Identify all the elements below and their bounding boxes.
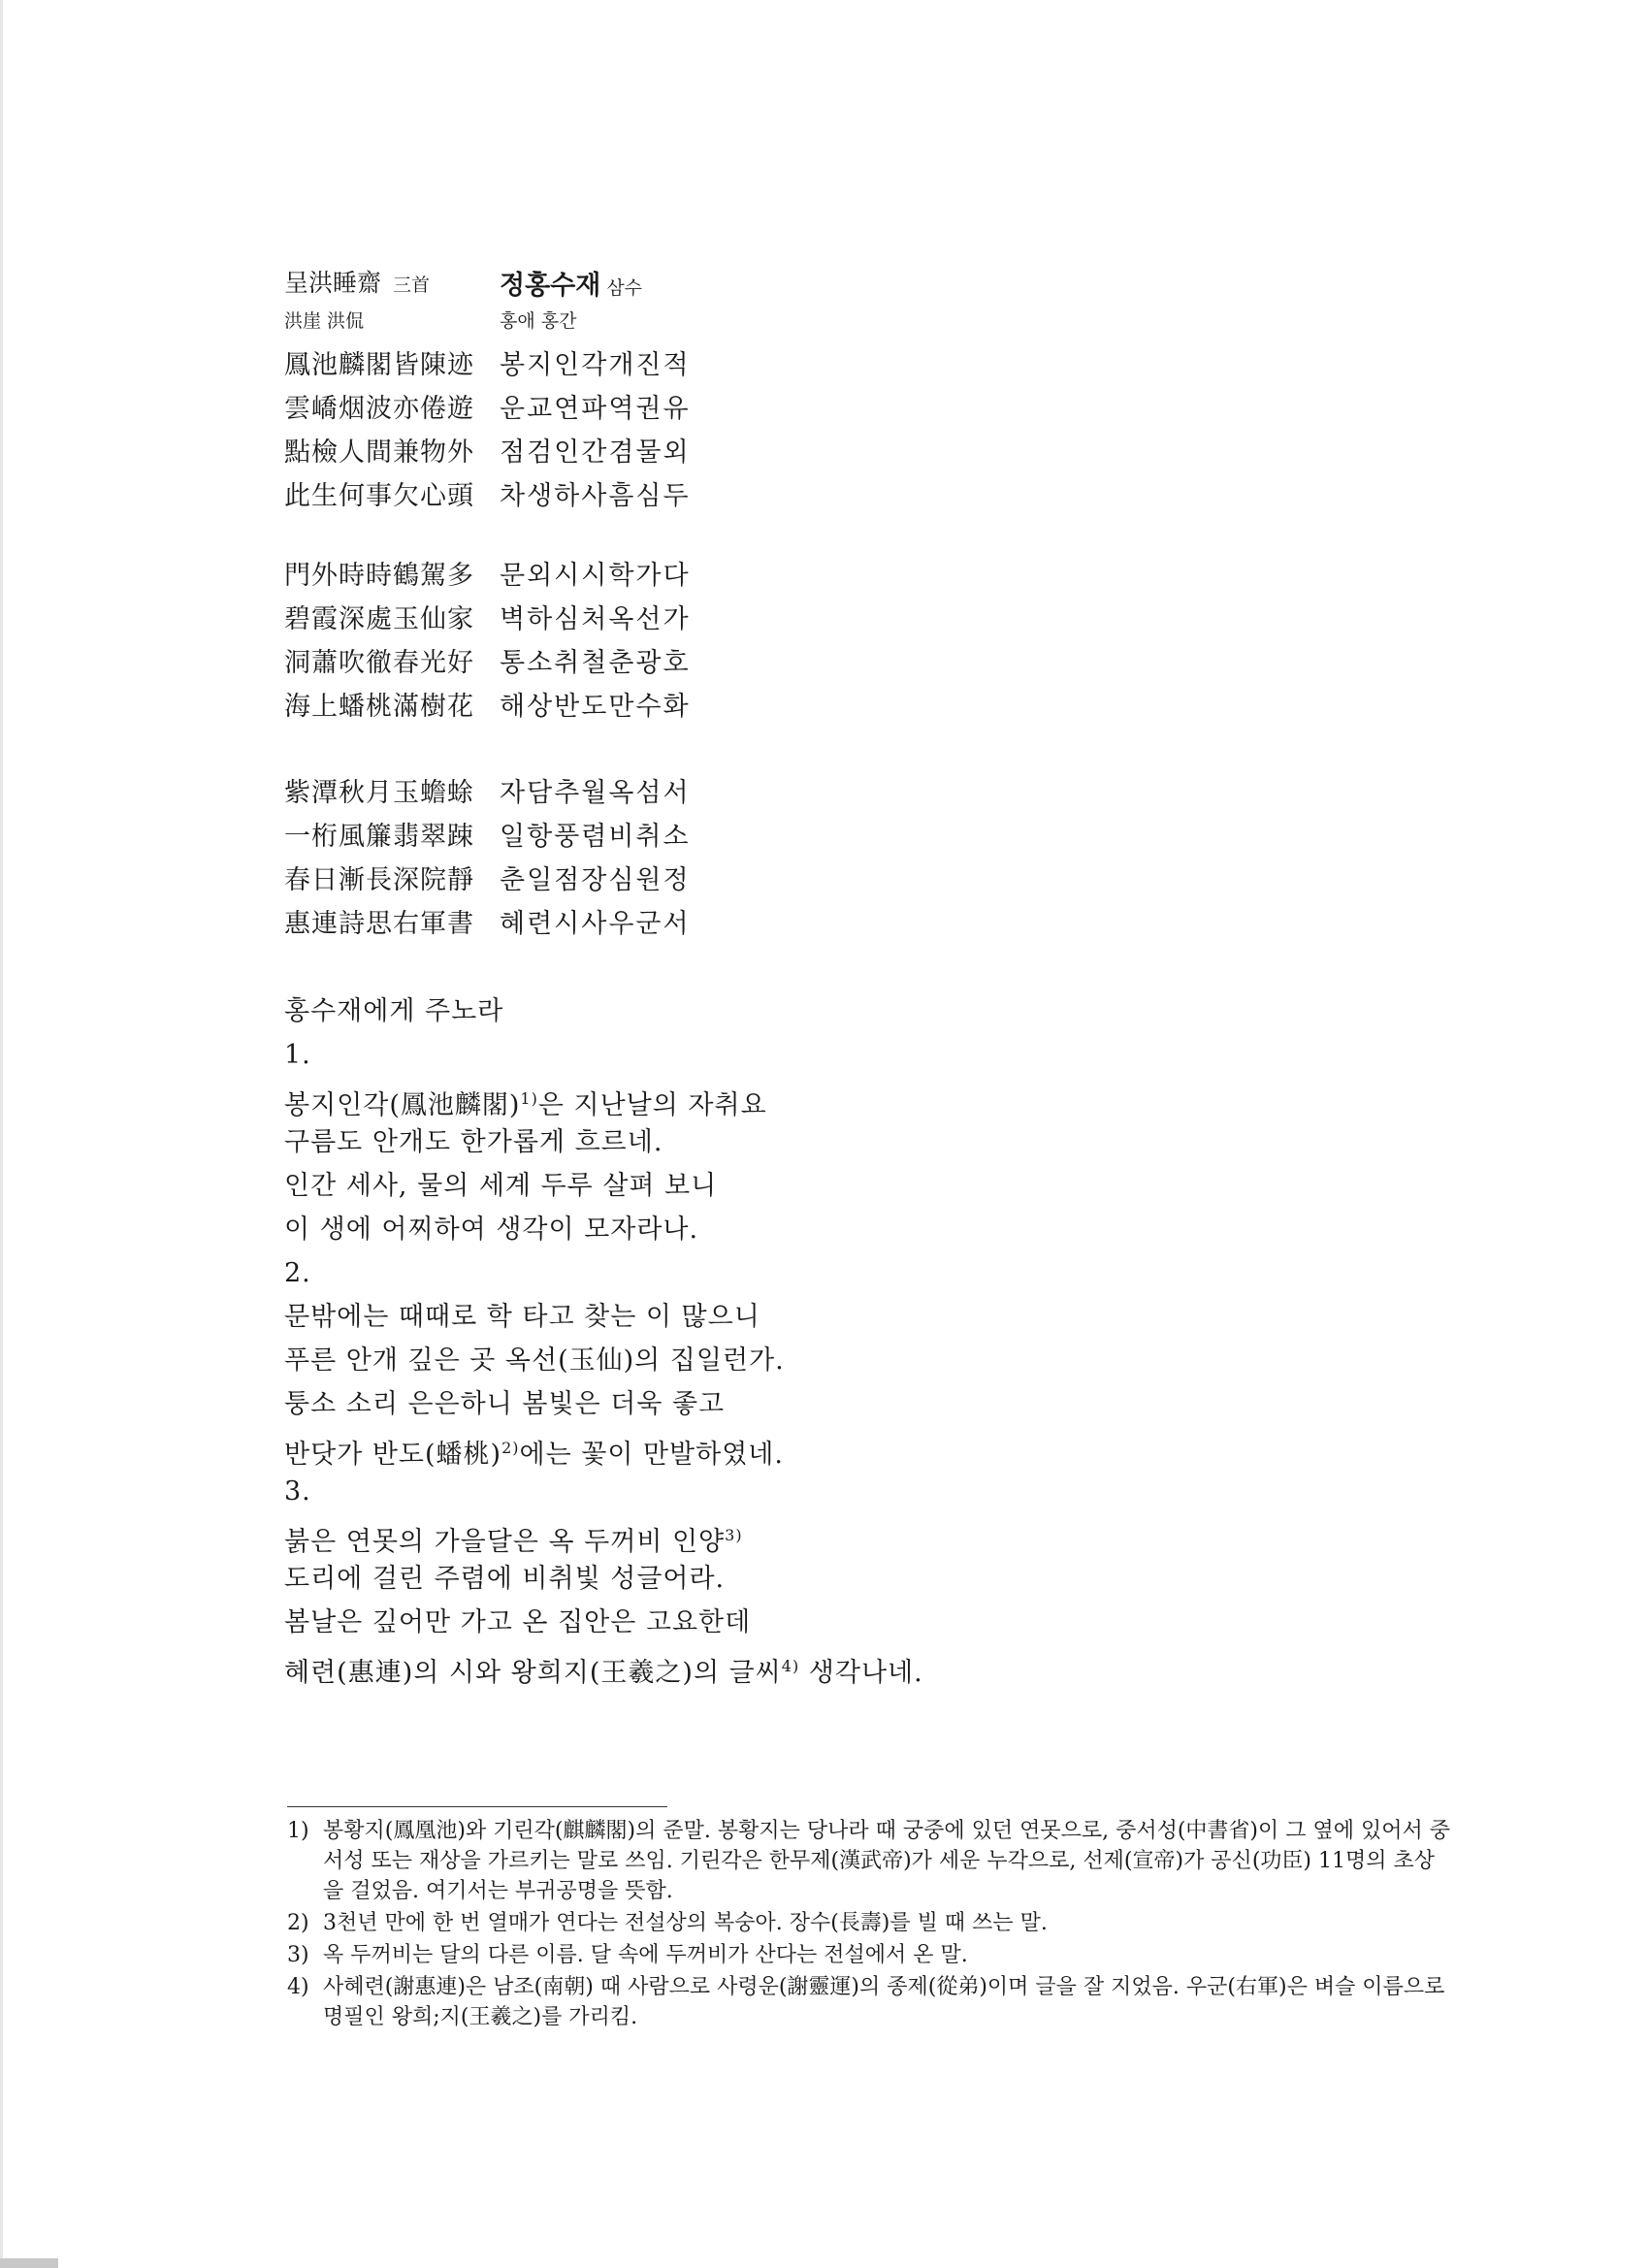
verse-line bbox=[284, 815, 750, 859]
line-text: 혜련(惠連)의 시와 왕희지(王羲之)의 글씨 bbox=[284, 1658, 782, 1688]
title-count-hanja: 三首 bbox=[393, 275, 431, 296]
footnote-ref: 4) bbox=[781, 1657, 800, 1675]
verse-hanja: 惠連詩思右軍書 bbox=[284, 909, 474, 939]
footnote-ref: 1) bbox=[520, 1089, 538, 1108]
verse-line bbox=[284, 431, 750, 474]
verse-korean: 차생하사흠심두 bbox=[500, 481, 691, 511]
verse-hanja: 一桁風簾翡翠踈 bbox=[284, 822, 474, 852]
verse-line bbox=[284, 771, 750, 815]
footnote-number: 1) bbox=[287, 1819, 309, 1843]
verse-hanja: 春日漸長深院靜 bbox=[284, 865, 474, 895]
footnote-text: 봉황지(鳳凰池)와 기린각(麒麟閣)의 준말. 봉황지는 당나라 때 궁중에 있던 연못으로, 중서성(中書省)이 그 옆에 있어서 중서성 또는 재상을 가르키는 말로 쓰임. 기린각은 한무제(漢武帝)가 세운 누각으로, 선제(宣帝)가 공신(功臣) 11명의 초상을 걸었음. 여기서는 부귀공명을 뜻함. bbox=[323, 1819, 1450, 1903]
verse-hanja: 此生何事欠心頭 bbox=[284, 481, 474, 511]
translation-line bbox=[284, 1077, 1157, 1120]
translation-line: 퉁소 소리 은은하니 봄빛은 더욱 좋고 bbox=[284, 1389, 726, 1419]
section-number: 2. bbox=[284, 1258, 311, 1288]
verse-line bbox=[284, 387, 750, 431]
verse-hanja: 碧霞深處玉仙家 bbox=[284, 604, 474, 634]
footnote-ref: 2) bbox=[501, 1439, 520, 1457]
translation-line bbox=[284, 1426, 1157, 1470]
translation-title: 홍수재에게 주노라 bbox=[284, 996, 504, 1026]
verse-korean: 문외시시학가다 bbox=[500, 561, 691, 591]
section-number: 3. bbox=[284, 1476, 311, 1507]
footnote bbox=[287, 1908, 1451, 1938]
footnote-ref: 3) bbox=[725, 1526, 743, 1544]
title-row bbox=[284, 264, 827, 307]
verse-line bbox=[284, 343, 750, 387]
scan-edge bbox=[0, 0, 3, 2268]
verse-hanja: 點檢人間兼物外 bbox=[284, 437, 474, 468]
stanza-1 bbox=[284, 343, 750, 518]
verse-hanja: 鳳池麟閣皆陳迹 bbox=[284, 350, 474, 380]
verse-korean: 춘일점장심원정 bbox=[500, 865, 691, 895]
verse-hanja: 門外時時鶴駕多 bbox=[284, 561, 474, 591]
footnote-number: 3) bbox=[287, 1943, 309, 1967]
section-number: 1. bbox=[284, 1040, 311, 1070]
footnote-text: 사혜련(謝惠連)은 남조(南朝) 때 사람으로 사령운(謝靈運)의 종제(從弟)이며 글을 잘 지었음. 우군(右軍)은 벼슬 이름으로 명필인 왕희;지(王羲之)를 가리킴. bbox=[323, 1975, 1445, 2029]
footnote-number: 2) bbox=[287, 1911, 309, 1935]
translation-line: 인간 세사, 물의 세계 두루 살펴 보니 bbox=[284, 1171, 718, 1201]
translation-line: 도리에 걸린 주렴에 비취빛 성글어라. bbox=[284, 1564, 726, 1594]
verse-line bbox=[284, 859, 750, 902]
verse-line bbox=[284, 641, 750, 685]
verse-korean: 운교연파역권유 bbox=[500, 394, 691, 424]
stanza-3 bbox=[284, 771, 750, 946]
verse-korean: 점검인간겸물외 bbox=[500, 437, 691, 468]
footnote bbox=[287, 1816, 1451, 1906]
line-text: 붉은 연못의 가을달은 옥 두꺼비 인양 bbox=[284, 1527, 726, 1557]
verse-hanja: 紫潭秋月玉蟾蜍 bbox=[284, 778, 474, 808]
line-text: 봉지인각(鳳池麟閣) bbox=[284, 1090, 521, 1120]
footnote bbox=[287, 1940, 1451, 1970]
footnote-text: 3천년 만에 한 번 열매가 연다는 전설상의 복숭아. 장수(長壽)를 빌 때 쓰는 말. bbox=[323, 1911, 1048, 1935]
translation-line: 구름도 안개도 한가롭게 흐르네. bbox=[284, 1127, 663, 1157]
verse-line bbox=[284, 902, 750, 946]
verse-korean: 통소취철춘광호 bbox=[500, 648, 691, 678]
translation-line: 문밖에는 때때로 학 타고 찾는 이 많으니 bbox=[284, 1302, 760, 1332]
line-text-after: 에는 꽃이 만발하였네. bbox=[519, 1440, 784, 1470]
authors-hanja: 洪崖 洪侃 bbox=[284, 310, 365, 332]
title-hanja: 呈洪睡齋 bbox=[284, 269, 382, 297]
translation-line: 푸른 안개 깊은 곳 옥선(玉仙)의 집일런가. bbox=[284, 1345, 785, 1376]
verse-line bbox=[284, 598, 750, 641]
translation bbox=[284, 989, 1157, 1688]
verse-korean: 벽하심처옥선가 bbox=[500, 604, 691, 634]
verse-korean: 일항풍렴비취소 bbox=[500, 822, 691, 852]
authors-row bbox=[284, 307, 827, 343]
footnotes bbox=[287, 1816, 1451, 2034]
verse-hanja: 洞蕭吹徹春光好 bbox=[284, 648, 474, 678]
verse-korean: 자담추월옥섬서 bbox=[500, 778, 691, 808]
title-korean: 정홍수재 bbox=[500, 271, 601, 301]
translation-line: 이 생에 어찌하여 생각이 모자라나. bbox=[284, 1215, 699, 1245]
footnote-divider bbox=[287, 1806, 667, 1807]
verse-line bbox=[284, 554, 750, 598]
title-hanja-group bbox=[284, 264, 430, 299]
verse-korean: 해상반도만수화 bbox=[500, 692, 691, 722]
verse-korean: 혜련시사우군서 bbox=[500, 909, 691, 939]
stanza-2 bbox=[284, 554, 750, 729]
verse-line bbox=[284, 685, 750, 729]
verse-hanja: 雲嶠烟波亦倦遊 bbox=[284, 394, 474, 424]
scan-corner-shadow bbox=[0, 2258, 58, 2268]
footnote bbox=[287, 1972, 1451, 2032]
verse-line bbox=[284, 474, 750, 518]
translation-line bbox=[284, 1513, 1157, 1557]
line-text-after: 생각나네. bbox=[799, 1658, 923, 1688]
footnote-number: 4) bbox=[287, 1975, 309, 1999]
title-count-korean: 삼수 bbox=[606, 277, 643, 299]
poem-header bbox=[284, 264, 827, 343]
line-text: 반닷가 반도(蟠桃) bbox=[284, 1440, 502, 1470]
translation-line bbox=[284, 1644, 1157, 1688]
verse-hanja: 海上蟠桃滿樹花 bbox=[284, 692, 474, 722]
verse-korean: 봉지인각개진적 bbox=[500, 350, 691, 380]
title-korean-group bbox=[500, 264, 642, 302]
translation-line: 봄날은 깊어만 가고 온 집안은 고요한데 bbox=[284, 1607, 752, 1637]
authors-korean: 홍애 홍간 bbox=[500, 310, 577, 332]
line-text-after: 은 지난날의 자취요 bbox=[537, 1090, 767, 1120]
footnote-text: 옥 두꺼비는 달의 다른 이름. 달 속에 두꺼비가 산다는 전설에서 온 말. bbox=[323, 1943, 968, 1967]
